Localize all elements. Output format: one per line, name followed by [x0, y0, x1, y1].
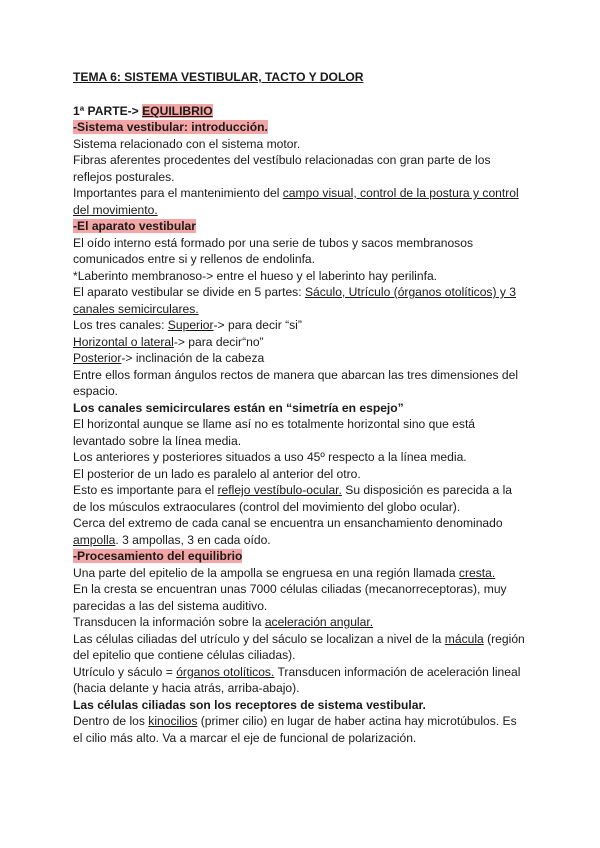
paragraph-line: Dentro de los kinocilios (primer cilio) en lugar de haber actina hay microtúbulos. Es [73, 714, 517, 728]
paragraph-line: del movimiento. [73, 202, 158, 217]
paragraph-line: Esto es importante para el reflejo vestíbulo-ocular. Su disposición es parecida a la [73, 483, 512, 497]
paragraph-line: de los músculos extraoculares (control del movimiento del globo ocular). [73, 499, 461, 514]
paragraph-line: Sistema relacionado con el sistema motor. [73, 136, 301, 151]
document-body [73, 69, 533, 746]
paragraph-line: levantado sobre la línea media. [73, 433, 242, 448]
paragraph-line: Fibras aferentes procedentes del vestíbulo relacionadas con gran parte de los [73, 153, 491, 167]
bold-statement: Los canales semicirculares están en “simetría en espejo” [73, 400, 404, 415]
paragraph-line: El oído interno está formado por una serie de tubos y sacos membranosos [73, 235, 473, 250]
paragraph-line: Entre ellos forman ángulos rectos de manera que abarcan las tres dimensiones del [73, 367, 519, 382]
paragraph-line: del epitelio que contiene células ciliadas). [73, 648, 296, 662]
paragraph-line: Horizontal o lateral-> para decir“no” [73, 334, 264, 349]
paragraph-line: comunicados entre si y rellenos de endolinfa. [73, 252, 316, 266]
paragraph-line: El horizontal aunque se llame así no es totalmente horizontal sino que está [73, 417, 476, 431]
paragraph-line: El posterior de un lado es paralelo al anterior del otro. [73, 466, 361, 481]
paragraph-line: ampolla. 3 ampollas, 3 en cada oído. [73, 532, 271, 547]
paragraph-line: el cilio más alto. Va a marcar el eje de funcional de polarización. [73, 730, 417, 745]
paragraph-line: Utrículo y sáculo = órganos otolíticos. Transducen información de aceleración lineal [73, 664, 521, 679]
section-heading-aparato-vestibular: -El aparato vestibular [73, 219, 196, 233]
part-heading [73, 103, 533, 120]
paragraph-line: Cerca del extremo de cada canal se encuentra un ensanchamiento denominado [73, 516, 503, 530]
part-highlight: EQUILIBRIO [142, 103, 213, 118]
section-heading-introduccion: -Sistema vestibular: introducción. [73, 120, 268, 134]
paragraph-line: *Laberinto membranoso-> entre el hueso y el laberinto hay perilinfa. [73, 268, 438, 283]
part-prefix: 1ª PARTE-> [73, 103, 143, 118]
paragraph-line: parecidas a las del sistema auditivo. [73, 598, 268, 613]
paragraph-line: Las células ciliadas del utrículo y del sáculo se localizan a nivel de la mácula (región [73, 631, 525, 646]
paragraph-line: Los tres canales: Superior-> para decir “si” [73, 318, 302, 332]
paragraph-line: En la cresta se encuentran unas 7000 células ciliadas (mecanorreceptoras), muy [73, 582, 507, 596]
document-title: TEMA 6: SISTEMA VESTIBULAR, TACTO Y DOLOR [73, 70, 364, 84]
paragraph-line: Los anteriores y posteriores situados a uso 45º respecto a la línea media. [73, 450, 467, 464]
paragraph-line: canales semicirculares. [73, 301, 199, 316]
paragraph-line: Transducen la información sobre la aceleración angular. [73, 615, 374, 629]
paragraph-line: Importantes para el mantenimiento del campo visual, control de la postura y control [73, 186, 519, 200]
paragraph-line: Posterior-> inclinación de la cabeza [73, 351, 265, 365]
section-heading-procesamiento: -Procesamiento del equilibrio [73, 549, 243, 563]
spacer [73, 86, 533, 103]
paragraph-line: Una parte del epitelio de la ampolla se engruesa en una región llamada cresta. [73, 565, 496, 580]
paragraph-line: reflejos posturales. [73, 169, 175, 184]
paragraph-line: espacio. [73, 384, 119, 398]
bold-statement: Las células ciliadas son los receptores de sistema vestibular. [73, 697, 426, 712]
paragraph-line: (hacia delante y hacia atrás, arriba-abajo). [73, 681, 300, 695]
paragraph-line: El aparato vestibular se divide en 5 partes: Sáculo, Utrículo (órganos otolíticos) y 3 [73, 285, 516, 299]
